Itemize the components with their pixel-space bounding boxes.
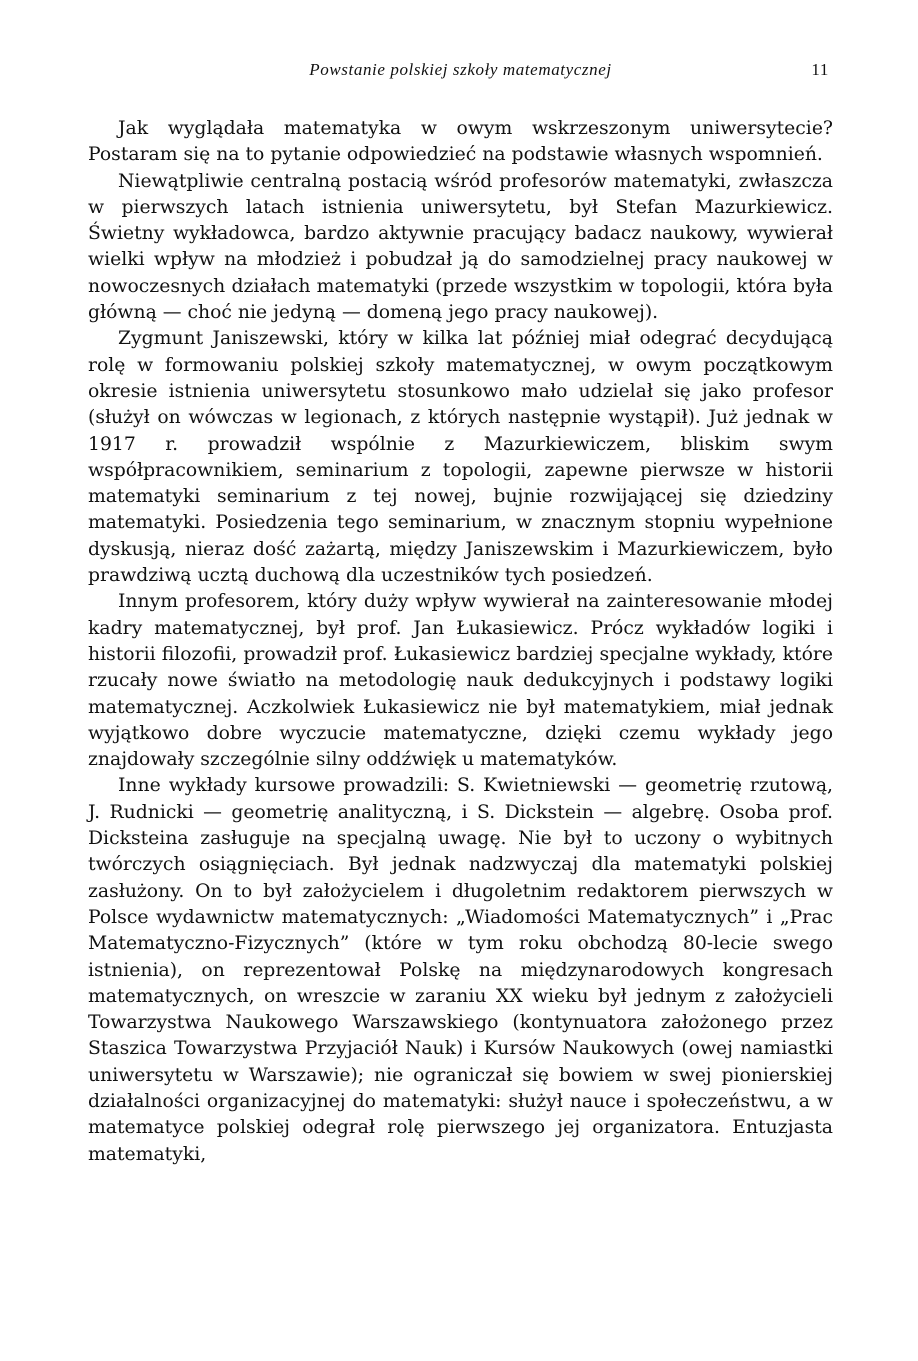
running-title: Powstanie polskiej szkoły matematycznej — [309, 60, 612, 79]
page-number: 11 — [811, 60, 829, 79]
paragraph-4: Innym profesorem, który duży wpływ wywierał na zainteresowanie młodej kadry matematycznej, był prof. Jan Łukasiewicz. Prócz wykładów logiki i historii filozofii, prowadził prof. Łukasiewicz bardziej specjalne wykłady, które rzucały nowe światło na metodologię nauk dedukcyjnych i podstawy logiki matematycznej. Aczkolwiek Łukasiewicz nie był matematykiem, miał jednak wyjątkowo dobre wyczucie matematyczne, dzięki czemu wykłady jego znajdowały szczególnie silny oddźwięk u matematyków. — [88, 591, 833, 771]
body-text — [88, 116, 833, 1168]
running-header — [88, 60, 833, 90]
paragraph-2: Niewątpliwie centralną postacią wśród profesorów matematyki, zwłaszcza w pierwszych latach istnienia uniwersytetu, był Stefan Mazurkiewicz. Świetny wykładowca, bardzo aktywnie pracujący badacz naukowy, wywierał wielki wpływ na młodzież i pobudzał ją do samodzielnej pracy naukowej w nowoczesnych działach matematyki (przede wszystkim w topologii, która była główną — choć nie jedyną — domeną jego pracy naukowej). — [88, 170, 833, 324]
book-page — [88, 60, 833, 1165]
paragraph-3: Zygmunt Janiszewski, który w kilka lat później miał odegrać decydującą rolę w formowaniu polskiej szkoły matematycznej, w owym początkowym okresie istnienia uniwersytetu stosunkowo mało udzielał się jako profesor (służył on wówczas w legionach, z których następnie wystąpił). Już jednak w 1917 r. prowadził wspólnie z Mazurkiewiczem, bliskim swym współpracownikiem, seminarium z topologii, zapewne pierwsze w historii matematyki seminarium z tej nowej, bujnie rozwijającej się dziedziny matematyki. Posiedzenia tego seminarium, w znacznym stopniu wypełnione dyskusją, nieraz dość zażartą, między Janiszewskim i Mazurkiewiczem, było prawdziwą ucztą duchową dla uczestników tych posiedzeń. — [88, 328, 833, 587]
paragraph-1: Jak wyglądała matematyka w owym wskrzeszonym uniwersytecie? Postaram się na to pytanie odpowiedzieć na podstawie własnych wspomnień. — [88, 118, 833, 166]
paragraph-5: Inne wykłady kursowe prowadzili: S. Kwietniewski — geometrię rzutową, J. Rudnicki — geometrię analityczną, i S. Dickstein — algebrę. Osoba prof. Dicksteina zasługuje na specjalną uwagę. Nie był to uczony o wybitnych twórczych osiągnięciach. Był jednak nadzwyczaj dla matematyki polskiej zasłużony. On to był założycielem i długoletnim redaktorem pierwszych w Polsce wydawnictw matematycznych: „Wiadomości Matematycznych” i „Prac Matematyczno-Fizycznych” (które w tym roku obchodzą 80-lecie swego istnienia), on reprezentował Polskę na międzynarodowych kongresach matematycznych, on wreszcie w zaraniu XX wieku był jednym z założycieli Towarzystwa Naukowego Warszawskiego (kontynuatora założonego przez Staszica Towarzystwa Przyjaciół Nauk) i Kursów Naukowych (owej namiastki uniwersytetu w Warszawie); nie ograniczał się bowiem w swej pionierskiej działalności organizacyjnej do matematyki: służył nauce i społeczeństwu, a w matematyce polskiej odegrał rolę pierwszego jej organizatora. Entuzjasta matematyki, — [88, 775, 833, 1165]
